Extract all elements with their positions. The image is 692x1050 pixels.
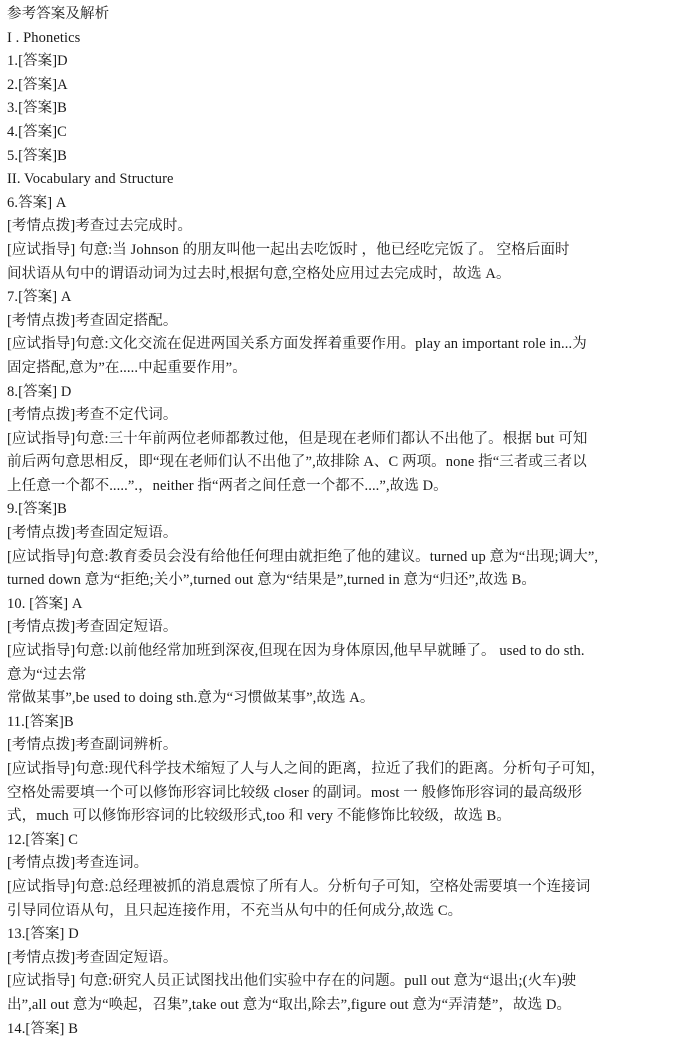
text-line: [考情点拨]考查固定搭配。	[7, 312, 178, 329]
text-line: 3.[答案]B	[7, 100, 67, 117]
text-line: 5.[答案]B	[7, 147, 67, 164]
text-line: [考情点拨]考查固定短语。	[7, 525, 178, 542]
text-line: 6.答案] A	[7, 194, 67, 211]
text-line: 固定搭配,意为”在.....中起重要作用”。	[7, 359, 247, 376]
text-line: [考情点拨]考查固定短语。	[7, 619, 178, 636]
text-line: 9.[答案]B	[7, 501, 67, 518]
text-line: 10. [答案] A	[7, 595, 83, 612]
text-line: 出”,all out 意为“唤起，召集”,take out 意为“取出,除去”,figure out 意为“弄清楚”，故选 D。	[7, 996, 572, 1013]
text-line: 式，much 可以修饰形容词的比较级形式,too 和 very 不能修饰比较级，故选 B。	[7, 808, 511, 825]
answer-document	[7, 3, 689, 1041]
text-line: 前后两句意思相反，即“现在老师们认不出他了”,故排除 A、C 两项。none 指“三者或三者以	[7, 454, 587, 471]
text-line: 上任意一个都不.....”.，neither 指“两者之间任意一个都不....”,故选 D。	[7, 477, 448, 494]
text-line: 空格处需要填一个可以修饰形容词比较级 closer 的副词。most 一 般修饰形容词的最高级形	[7, 784, 583, 801]
text-line: [应试指导]句意:以前他经常加班到深夜,但现在因为身体原因,他早早就睡了。 used to do sth.	[7, 643, 585, 660]
text-line: 4.[答案]C	[7, 123, 67, 140]
text-line: 引导同位语从句，且只起连接作用，不充当从句中的任何成分,故选 C。	[7, 902, 463, 919]
text-line: 间状语从句中的谓语动词为过去时,根据句意,空格处应用过去完成时，故选 A。	[7, 265, 511, 282]
text-line: turned down 意为“拒绝;关小”,turned out 意为“结果是”,turned in 意为“归还”,故选 B。	[7, 572, 537, 589]
text-line: 12.[答案] C	[7, 831, 78, 848]
text-line: 13.[答案] D	[7, 926, 79, 943]
text-line: [应试指导]句意:教育委员会没有给他任何理由就拒绝了他的建议。turned up 意为“出现;调大”,	[7, 548, 599, 565]
text-line: 2.[答案]A	[7, 76, 68, 93]
text-line: 参考答案及解析	[7, 6, 110, 22]
text-line: II. Vocabulary and Structure	[7, 171, 174, 188]
text-line: [应试指导]句意:三十年前两位老师都教过他，但是现在老师们都认不出他了。根据 but 可知	[7, 430, 588, 447]
text-line: [应试指导] 句意:研究人员正试图找出他们实验中存在的问题。pull out 意为“退出;(火车)驶	[7, 973, 577, 990]
text-line: [应试指导]句意:文化交流在促进两国关系方面发挥着重要作用。play an important role in...为	[7, 336, 587, 353]
text-line: [应试指导]句意:总经理被抓的消息震惊了所有人。分析句子可知，空格处需要填一个连接词	[7, 878, 591, 895]
text-line: 常做某事”,be used to doing sth.意为“习惯做某事”,故选 A。	[7, 690, 375, 707]
text-line: [应试指导] 句意:当 Johnson 的朋友叫他一起出去吃饭时 ，他已经吃完饭了。 空格后面时	[7, 241, 570, 258]
text-line: 11.[答案]B	[7, 713, 74, 730]
text-line: 意为“过去常	[7, 666, 87, 683]
text-line: [考情点拨]考查不定代词。	[7, 407, 178, 424]
text-line: 7.[答案] A	[7, 289, 72, 306]
text-line: [应试指导]句意:现代科学技术缩短了人与人之间的距离，拉近了我们的距离。分析句子可知，	[7, 761, 605, 777]
text-line: I . Phonetics	[7, 29, 81, 46]
text-line: [考情点拨]考查副词辨析。	[7, 737, 178, 754]
text-line: [考情点拨]考查过去完成时。	[7, 218, 193, 235]
text-line: 8.[答案] D	[7, 383, 72, 400]
text-line: [考情点拨]考查固定短语。	[7, 949, 178, 966]
text-line: 14.[答案] B	[7, 1020, 78, 1037]
text-line: [考情点拨]考查连词。	[7, 855, 149, 872]
text-line: 1.[答案]D	[7, 53, 68, 70]
